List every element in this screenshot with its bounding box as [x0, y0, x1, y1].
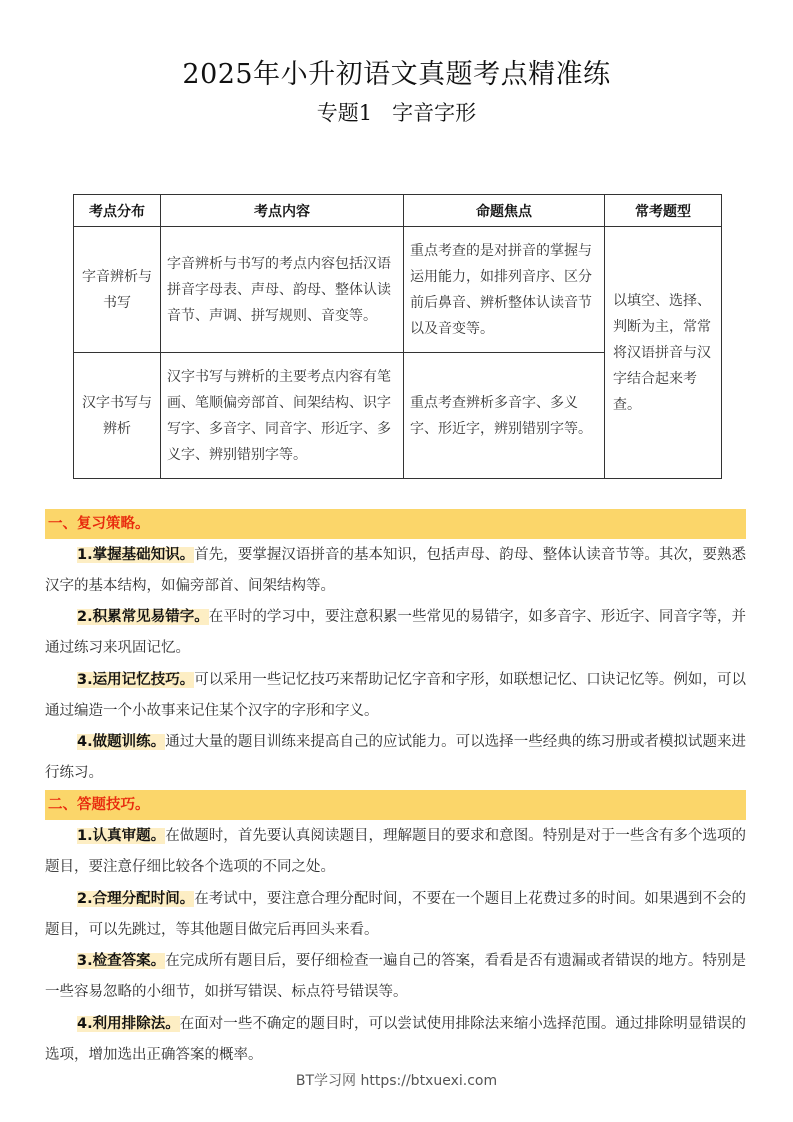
paragraph-lead: 4.利用排除法。	[77, 1016, 180, 1032]
paragraph-text: 在面对一些不确定的题目时，可以尝试使用排除法来缩小选择范围。通过排除明显错误的选项，增加选出正确答案的概率。	[45, 1016, 746, 1063]
cell-distribution: 汉字书写与辨析	[74, 353, 161, 479]
cell-content: 字音辨析与书写的考点内容包括汉语拼音字母表、声母、韵母、整体认读音节、声调、拼写规则、音变等。	[161, 227, 404, 353]
paragraph	[45, 1009, 746, 1071]
cell-common-type: 以填空、选择、判断为主，常常将汉语拼音与汉字结合起来考查。	[605, 227, 722, 479]
table-header-row	[74, 195, 722, 227]
cell-focus: 重点考查的是对拼音的掌握与运用能力，如排列音序、区分前后鼻音、辨析整体认读音节以及音变等。	[404, 227, 605, 353]
document-title: 2025年小升初语文真题考点精准练	[182, 59, 611, 90]
paragraph	[45, 540, 746, 602]
paragraph	[45, 727, 746, 789]
paragraph-text: 在考试中，要注意合理分配时间，不要在一个题目上花费过多的时间。如果遇到不会的题目，可以先跳过，等其他题目做完后再回头来看。	[45, 891, 746, 938]
paragraph-text: 可以采用一些记忆技巧来帮助记忆字音和字形，如联想记忆、口诀记忆等。例如，可以通过编造一个小故事来记住某个汉字的字形和字义。	[45, 672, 746, 719]
paragraph	[45, 884, 746, 946]
exam-points-table	[73, 194, 722, 479]
paragraph-lead: 3.运用记忆技巧。	[77, 672, 195, 688]
paragraph-lead: 1.掌握基础知识。	[77, 547, 195, 563]
paragraph-lead: 2.积累常见易错字。	[77, 609, 209, 625]
table-row	[74, 227, 722, 353]
paragraph	[45, 946, 746, 1008]
paragraph	[45, 602, 746, 664]
paragraph-text: 在做题时，首先要认真阅读题目，理解题目的要求和意图。特别是对于一些含有多个选项的题目，要注意仔细比较各个选项的不同之处。	[45, 828, 746, 875]
paragraph-lead: 1.认真审题。	[77, 828, 166, 844]
paragraph-text: 首先，要掌握汉语拼音的基本知识，包括声母、韵母、整体认读音节等。其次，要熟悉汉字的基本结构，如偏旁部首、间架结构等。	[45, 547, 746, 594]
paragraph-lead: 2.合理分配时间。	[77, 891, 195, 907]
paragraph-text: 在平时的学习中，要注意积累一些常见的易错字，如多音字、形近字、同音字等，并通过练习来巩固记忆。	[45, 609, 746, 656]
paragraph-text: 在完成所有题目后，要仔细检查一遍自己的答案，看看是否有遗漏或者错误的地方。特别是一些容易忽略的小细节，如拼写错误、标点符号错误等。	[45, 953, 746, 1000]
document-subtitle: 专题1 字音字形	[316, 101, 477, 125]
header-focus: 命题焦点	[404, 195, 605, 227]
section-heading-review-strategy: 一、复习策略。	[45, 509, 746, 539]
cell-content: 汉字书写与辨析的主要考点内容有笔画、笔顺偏旁部首、间架结构、识字写字、多音字、同音字、形近字、多义字、辨别错别字等。	[161, 353, 404, 479]
paragraph-lead: 3.检查答案。	[77, 953, 166, 969]
header-distribution: 考点分布	[74, 195, 161, 227]
paragraph-lead: 4.做题训练。	[77, 734, 166, 750]
footer-watermark: BT学习网 https://btxuexi.com	[295, 1073, 498, 1089]
header-content: 考点内容	[161, 195, 404, 227]
paragraph	[45, 821, 746, 883]
paragraph	[45, 665, 746, 727]
header-common-type: 常考题型	[605, 195, 722, 227]
cell-focus: 重点考查辨析多音字、多义字、形近字，辨别错别字等。	[404, 353, 605, 479]
section-heading-answer-skills: 二、答题技巧。	[45, 790, 746, 820]
paragraph-text: 通过大量的题目训练来提高自己的应试能力。可以选择一些经典的练习册或者模拟试题来进行练习。	[45, 734, 746, 781]
cell-distribution: 字音辨析与书写	[74, 227, 161, 353]
